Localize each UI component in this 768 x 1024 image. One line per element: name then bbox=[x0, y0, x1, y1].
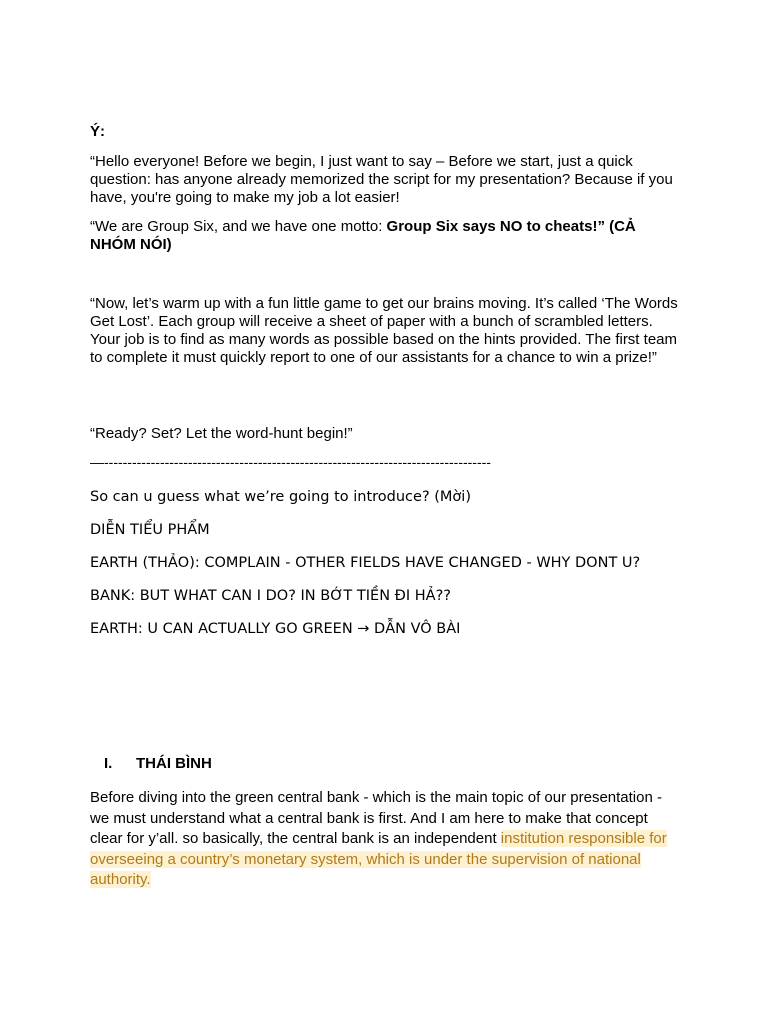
intro-paragraph: “Hello everyone! Before we begin, I just want to say – Before we start, just a quick question: has anyone already memorized the script for my presentation? Because if you have, you're going to make my job a lot easier! bbox=[90, 153, 673, 206]
y-label: Ý: bbox=[90, 123, 105, 140]
motto-text: “We are Group Six, and we have one motto: bbox=[90, 218, 387, 235]
central-bank-paragraph bbox=[90, 788, 682, 891]
section-number: I. bbox=[104, 755, 113, 772]
ready-paragraph: “Ready? Set? Let the word-hunt begin!” bbox=[90, 425, 353, 442]
section-heading bbox=[104, 755, 212, 772]
bank-line: BANK: BUT WHAT CAN I DO? IN BỚT TIỀN ĐI HẢ?? bbox=[90, 588, 451, 604]
divider-line: —----------------------------------------------------------------------------------- bbox=[90, 454, 491, 470]
highlighted-definition: institution responsible for overseeing a country’s monetary system, which is under the supervision of national authority. bbox=[90, 830, 667, 888]
earth-green-line: EARTH: U CAN ACTUALLY GO GREEN → DẪN VÔ BÀI bbox=[90, 621, 461, 637]
motto-paragraph bbox=[90, 218, 682, 254]
section-title: THÁI BÌNH bbox=[136, 755, 212, 772]
motto-bold-text: Group Six says NO to cheats!” (CẢ NHÓM NÓI) bbox=[90, 218, 636, 253]
earth-complain-line: EARTH (THẢO): COMPLAIN - OTHER FIELDS HAVE CHANGED - WHY DONT U? bbox=[90, 555, 641, 571]
central-bank-text: Before diving into the green central bank - which is the main topic of our presentation - we must understand what a central bank is first. And I am here to make that concept clear for y’all. so basically, the central bank is an independent bbox=[90, 789, 662, 847]
guess-line: So can u guess what we’re going to introduce? (Mời) bbox=[90, 489, 471, 505]
skit-line: DIỄN TIỂU PHẨM bbox=[90, 522, 210, 538]
game-paragraph: “Now, let’s warm up with a fun little game to get our brains moving. It’s called ‘The Words Get Lost’. Each group will receive a sheet of paper with a bunch of scrambled letters. Your job is to find as many words as possible based on the hints provided. The first team to complete it must quickly report to one of our assistants for a chance to win a prize!” bbox=[90, 295, 678, 366]
